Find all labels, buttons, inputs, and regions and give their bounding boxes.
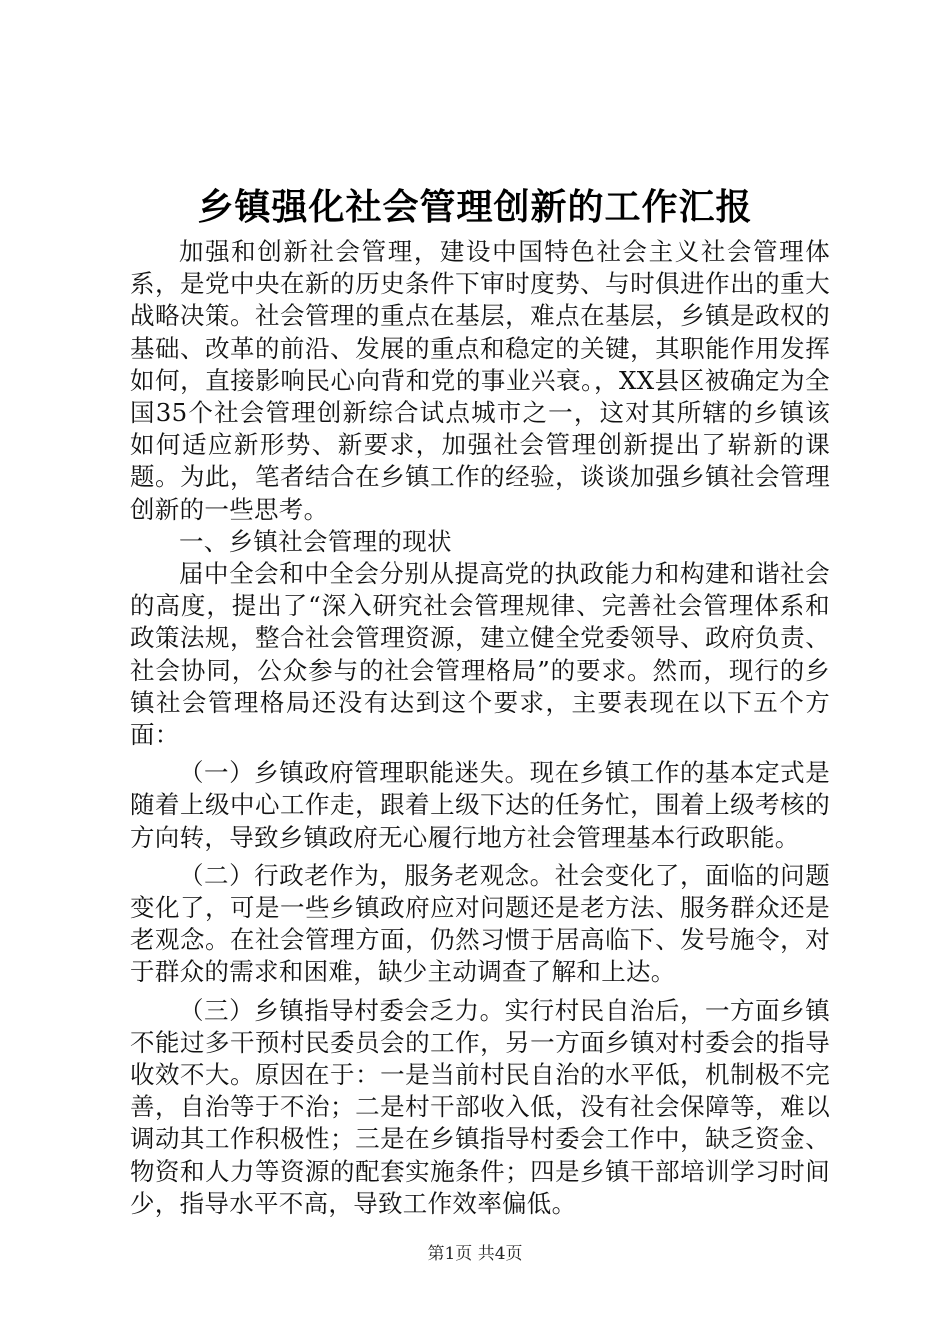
- paragraph-intro: 加强和创新社会管理，建设中国特色社会主义社会管理体系，是党中央在新的历史条件下审时度势、与时俱进作出的重大战略决策。社会管理的重点在基层，难点在基层，乡镇是政权的基础、改革的前沿、发展的重点和稳定的关键，其职能作用发挥如何，直接影响民心向背和党的事业兴衰。，XX县区被确定为全国35个社会管理创新综合试点城市之一，这对其所辖的乡镇该如何适应新形势、新要求，加强社会管理创新提出了崭新的课题。为此，笔者结合在乡镇工作的经验，谈谈加强乡镇社会管理创新的一些思考。: [130, 237, 830, 524]
- paragraph-status: 届中全会和中全会分别从提高党的执政能力和构建和谐社会的高度，提出了“深入研究社会管理规律、完善社会管理体系和政策法规，整合社会管理资源，建立健全党委领导、政府负责、社会协同，公众参与的社会管理格局”的要求。然而，现行的乡镇社会管理格局还没有达到这个要求，主要表现在以下五个方面：: [130, 559, 830, 750]
- page-number-footer: 第1页 共4页: [427, 1244, 523, 1264]
- document-title: 乡镇强化社会管理创新的工作汇报: [197, 187, 753, 228]
- document-body: [130, 236, 830, 1220]
- paragraph-point-2: （二）行政老作为，服务老观念。社会变化了，面临的问题变化了，可是一些乡镇政府应对问题还是老方法、服务群众还是老观念。在社会管理方面，仍然习惯于居高临下、发号施令，对于群众的需求和困难，缺少主动调查了解和上达。: [130, 860, 830, 987]
- paragraph-point-3: （三）乡镇指导村委会乏力。实行村民自治后，一方面乡镇不能过多干预村民委员会的工作，另一方面乡镇对村委会的指导收效不大。原因在于：一是当前村民自治的水平低，机制极不完善，自治等于不治；二是村干部收入低，没有社会保障等，难以调动其工作积极性；三是在乡镇指导村委会工作中，缺乏资金、物资和人力等资源的配套实施条件；四是乡镇干部培训学习时间少，指导水平不高，导致工作效率偏低。: [130, 995, 830, 1218]
- section-heading-status: 一、乡镇社会管理的现状: [179, 526, 452, 556]
- paragraph-point-1: （一）乡镇政府管理职能迷失。现在乡镇工作的基本定式是随着上级中心工作走，跟着上级下达的任务忙，围着上级考核的方向转，导致乡镇政府无心履行地方社会管理基本行政职能。: [130, 758, 830, 852]
